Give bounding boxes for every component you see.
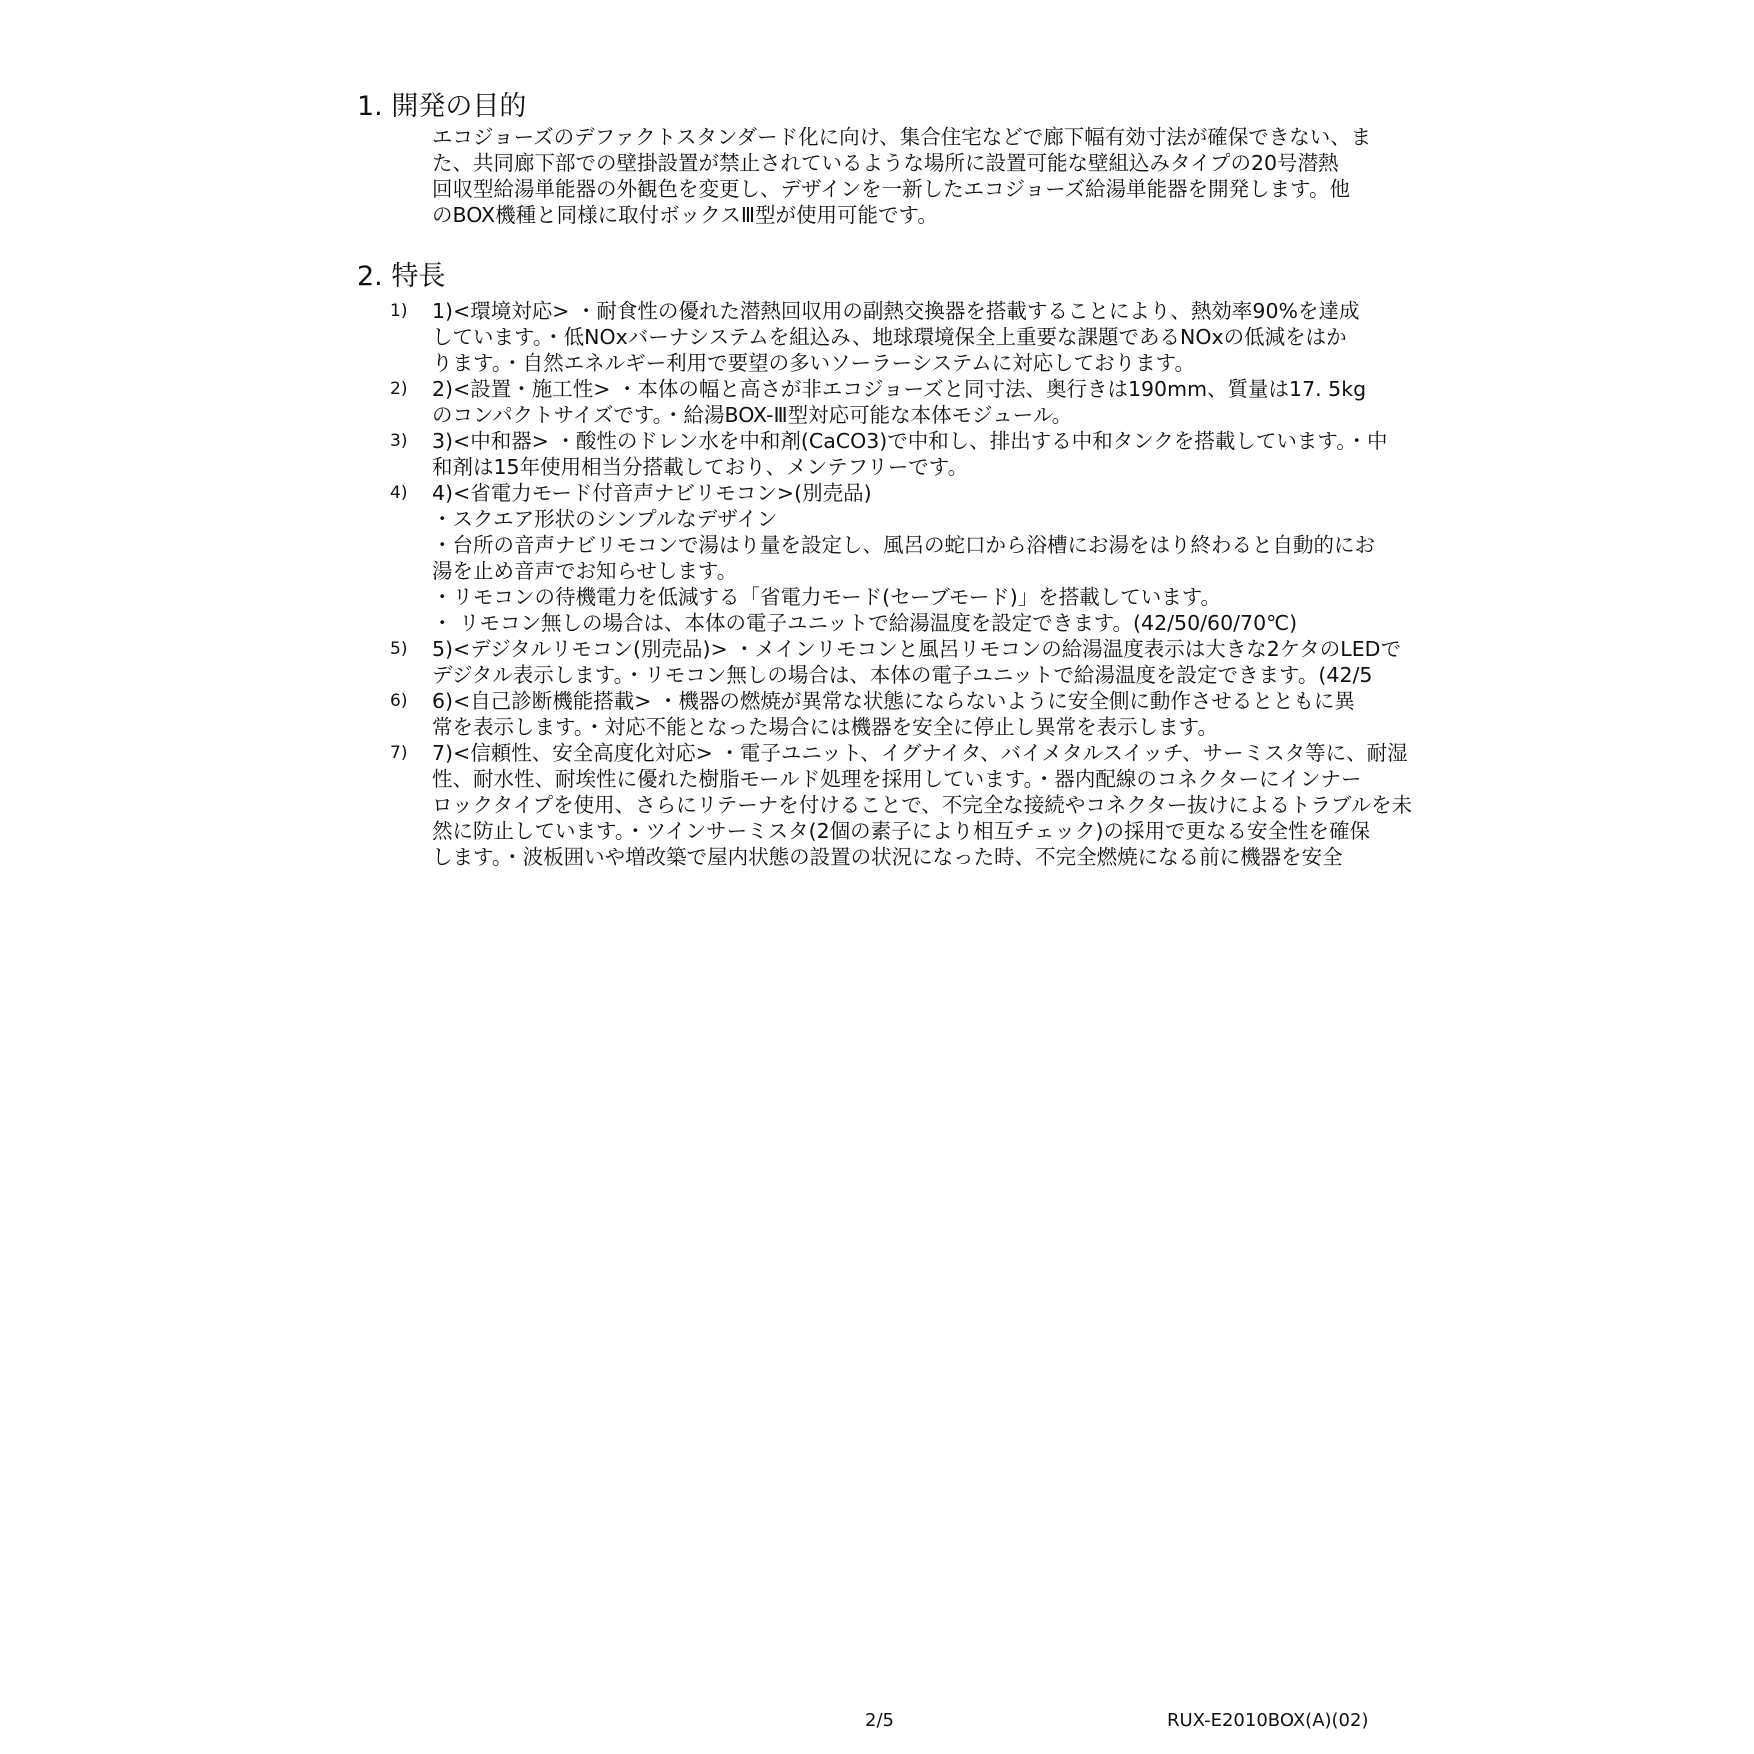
feature-line: ・ リモコン無しの場合は、本体の電子ユニットで給湯温度を設定できます。(42/50/60/70℃) bbox=[432, 611, 1298, 635]
feature-item-voice-remote bbox=[390, 480, 1420, 636]
purpose-paragraph bbox=[432, 124, 1412, 228]
feature-line: ります。・自然エネルギー利用で要望の多いソーラーシステムに対応しております。 bbox=[432, 351, 1196, 375]
feature-line: します。・波板囲いや増改築で屋内状態の設置の状況になった時、不完全燃焼になる前に機器を安全 bbox=[432, 845, 1343, 869]
feature-number: 7) bbox=[390, 743, 408, 763]
feature-line: 7)<信頼性、安全高度化対応> ・電子ユニット、イグナイタ、バイメタルスイッチ、サーミスタ等に、耐湿 bbox=[432, 741, 1408, 765]
feature-line: のコンパクトサイズです。・給湯BOX-Ⅲ型対応可能な本体モジュール。 bbox=[432, 403, 1073, 427]
feature-item-environment bbox=[390, 298, 1420, 376]
paragraph-line: 回収型給湯単能器の外観色を変更し、デザインを一新したエコジョーズ給湯単能器を開発します。他 bbox=[432, 177, 1350, 201]
feature-item-self-diagnosis bbox=[390, 688, 1420, 740]
feature-number: 1) bbox=[390, 301, 408, 321]
feature-line: デジタル表示します。・リモコン無しの場合は、本体の電子ユニットで給湯温度を設定できます。(42/5 bbox=[432, 663, 1373, 687]
feature-item-digital-remote bbox=[390, 636, 1420, 688]
feature-line: 和剤は15年使用相当分搭載しており、メンテフリーです。 bbox=[432, 455, 969, 479]
feature-line: ・スクエア形状のシンプルなデザイン bbox=[432, 507, 778, 531]
paragraph-line: のBOX機種と同様に取付ボックスⅢ型が使用可能です。 bbox=[432, 203, 938, 227]
feature-line: ・台所の音声ナビリモコンで湯はり量を設定し、風呂の蛇口から浴槽にお湯をはり終わると自動的にお bbox=[432, 533, 1375, 557]
feature-number: 3) bbox=[390, 431, 408, 451]
feature-line: 常を表示します。・対応不能となった場合には機器を安全に停止し異常を表示します。 bbox=[432, 715, 1218, 739]
paragraph-line: エコジョーズのデファクトスタンダード化に向け、集合住宅などで廊下幅有効寸法が確保できない、ま bbox=[432, 125, 1372, 149]
feature-line: しています。・低NOxバーナシステムを組込み、地球環境保全上重要な課題であるNOxの低減をはか bbox=[432, 325, 1347, 349]
feature-line: ・リモコンの待機電力を低減する「省電力モード(セーブモード)」を搭載しています。 bbox=[432, 585, 1222, 609]
feature-item-installation bbox=[390, 376, 1420, 428]
feature-line: 4)<省電力モード付音声ナビリモコン>(別売品) bbox=[432, 481, 872, 505]
feature-line: 2)<設置・施工性> ・本体の幅と高さが非エコジョーズと同寸法、奥行きは190mm、質量は17. 5kg bbox=[432, 377, 1367, 401]
page-number: 2/5 bbox=[865, 1710, 894, 1731]
section-heading-purpose: 1. 開発の目的 bbox=[357, 91, 527, 122]
feature-line: 湯を止め音声でお知らせします。 bbox=[432, 559, 738, 583]
paragraph-line: た、共同廊下部での壁掛設置が禁止されているような場所に設置可能な壁組込みタイプの20号潜熱 bbox=[432, 151, 1339, 175]
feature-line: 1)<環境対応> ・耐食性の優れた潜熱回収用の副熱交換器を搭載することにより、熱効率90%を達成 bbox=[432, 299, 1360, 323]
feature-number: 2) bbox=[390, 379, 408, 399]
feature-item-neutralizer bbox=[390, 428, 1420, 480]
feature-item-reliability bbox=[390, 740, 1420, 870]
feature-list bbox=[390, 298, 1420, 870]
feature-line: 然に防止しています。・ツインサーミスタ(2個の素子により相互チェック)の採用で更なる安全性を確保 bbox=[432, 819, 1371, 843]
feature-number: 4) bbox=[390, 483, 408, 503]
feature-line: 5)<デジタルリモコン(別売品)> ・メインリモコンと風呂リモコンの給湯温度表示は大きな2ケタのLEDで bbox=[432, 637, 1401, 661]
feature-line: ロックタイプを使用、さらにリテーナを付けることで、不完全な接続やコネクター抜けによるトラブルを未 bbox=[432, 793, 1413, 817]
section-heading-features: 2. 特長 bbox=[357, 261, 446, 292]
feature-number: 6) bbox=[390, 691, 408, 711]
document-id: RUX-E2010BOX(A)(02) bbox=[1167, 1710, 1369, 1731]
feature-line: 3)<中和器> ・酸性のドレン水を中和剤(CaCO3)で中和し、排出する中和タンクを搭載しています。・中 bbox=[432, 429, 1388, 453]
feature-line: 性、耐水性、耐埃性に優れた樹脂モールド処理を採用しています。・器内配線のコネクターにインナー bbox=[432, 767, 1362, 791]
feature-line: 6)<自己診断機能搭載> ・機器の燃焼が異常な状態にならないように安全側に動作させるとともに異 bbox=[432, 689, 1355, 713]
feature-number: 5) bbox=[390, 639, 408, 659]
